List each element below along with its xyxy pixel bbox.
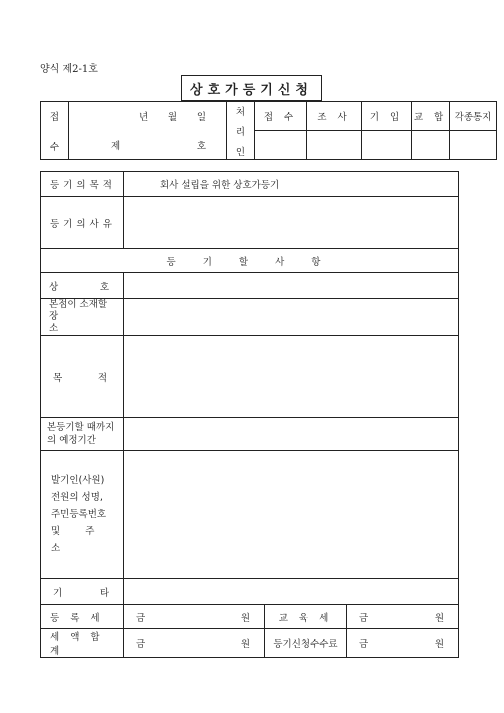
day-label: 일 [196, 112, 206, 124]
col-collation: 교 합 [412, 102, 450, 131]
collation-box[interactable] [412, 131, 450, 160]
trade-name-value[interactable] [124, 273, 459, 299]
number-cell [69, 131, 227, 160]
promoters-label: 발기인(사원) 전원의 성명, 주민등록번호 및 주 소 [41, 451, 124, 579]
registration-tax-amount[interactable]: 금 원 [124, 605, 265, 629]
reception-table [40, 101, 497, 160]
application-fee-label: 등기신청수수료 [265, 629, 347, 658]
total-tax-amount[interactable]: 금 원 [124, 629, 265, 658]
registration-tax-label: 등 록 세 [41, 605, 124, 629]
trade-name-label: 상 호 [41, 273, 124, 299]
col-investigation: 조 사 [307, 102, 362, 131]
application-table [40, 171, 459, 658]
expected-period-label: 본등기할 때까지 의 예정기간 [41, 418, 124, 451]
education-tax-amount[interactable]: 금 원 [347, 605, 459, 629]
education-tax-label: 교 육 세 [265, 605, 347, 629]
month-label: 월 [167, 112, 178, 124]
total-tax-label: 세 액 합 계 [41, 629, 124, 658]
date-cell [69, 102, 227, 131]
objective-label: 목 적 [41, 336, 124, 418]
application-fee-amount[interactable]: 금 원 [347, 629, 459, 658]
other-label: 기 타 [41, 579, 124, 605]
promoters-value[interactable] [124, 451, 459, 579]
reason-value[interactable] [124, 197, 459, 249]
reason-label: 등기의사유 [41, 197, 124, 249]
receipt-box[interactable] [255, 131, 307, 160]
other-value[interactable] [124, 579, 459, 605]
entry-box[interactable] [362, 131, 412, 160]
head-office-value[interactable] [124, 299, 459, 336]
col-receipt: 접 수 [255, 102, 307, 131]
form-number: 양식 제2-1호 [40, 64, 98, 75]
processor-label: 처 리 인 [227, 102, 255, 160]
reception-label: 접 수 [41, 102, 69, 160]
notices-box[interactable] [450, 131, 497, 160]
expected-period-value[interactable] [124, 418, 459, 451]
year-label: 년 [139, 112, 149, 124]
form-title: 상호가등기신청 [181, 75, 322, 101]
number-prefix: 제 [111, 140, 121, 152]
col-notices: 각종통지 [450, 102, 497, 131]
matters-header: 등 기 할 사 항 [41, 249, 459, 273]
col-entry: 기 입 [362, 102, 412, 131]
purpose-label: 등기의목적 [41, 172, 124, 197]
investigation-box[interactable] [307, 131, 362, 160]
number-suffix: 호 [196, 140, 206, 152]
head-office-label: 본점이 소재할 장 소 [41, 299, 124, 336]
purpose-value[interactable]: 회사 설립을 위한 상호가등기 [124, 172, 459, 197]
objective-value[interactable] [124, 336, 459, 418]
